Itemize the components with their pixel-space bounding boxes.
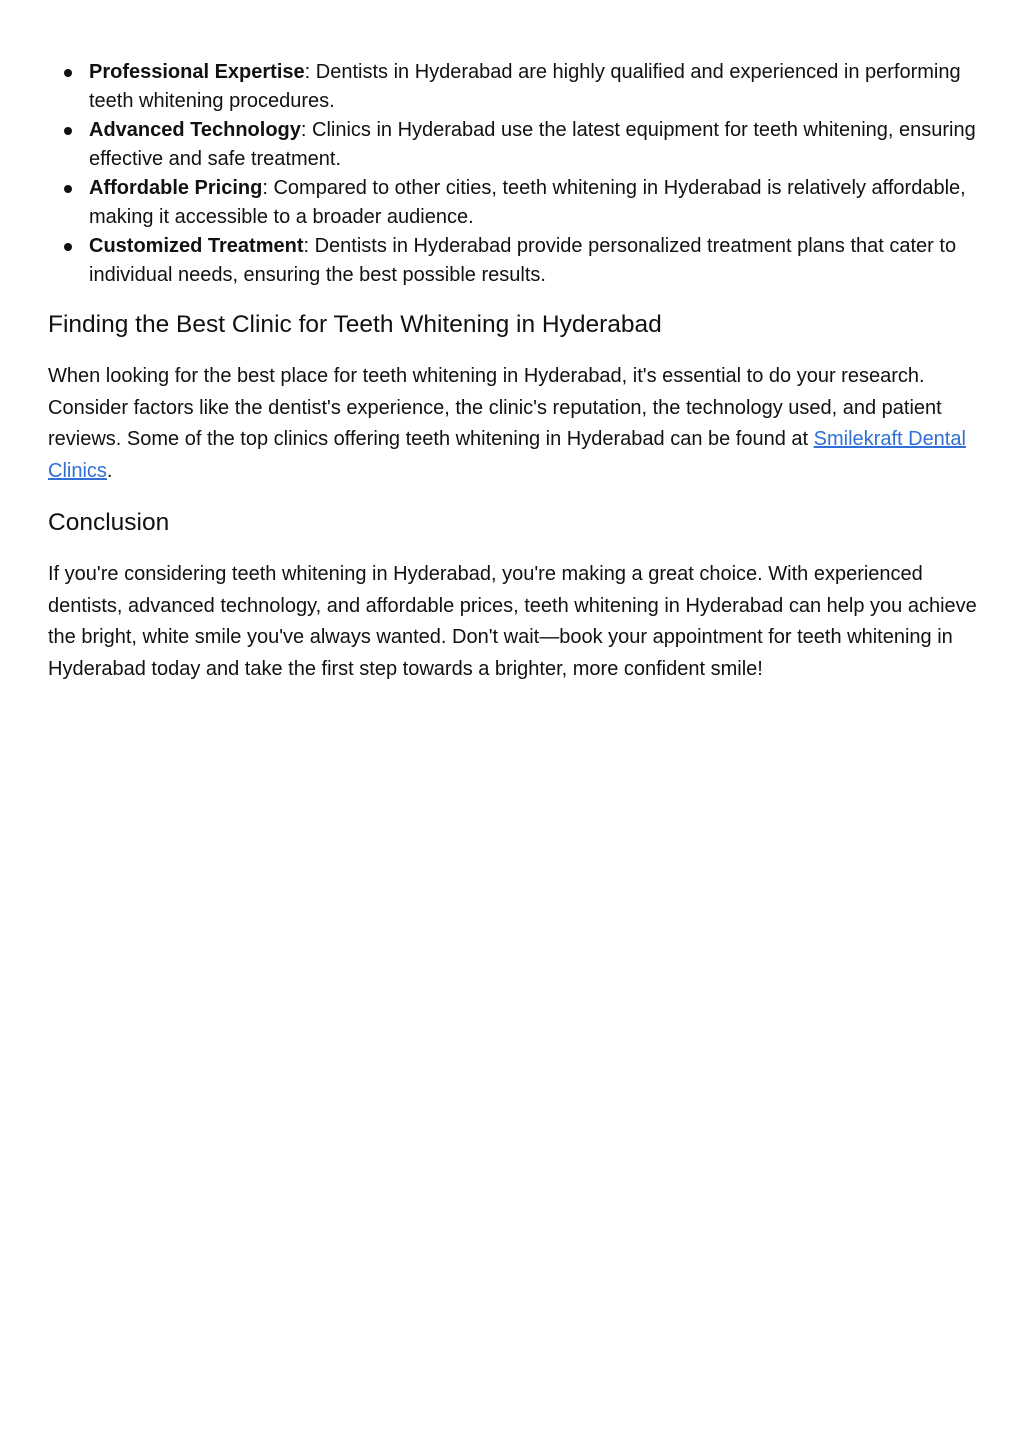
finding-heading: Finding the Best Clinic for Teeth Whitening in Hyderabad (48, 311, 662, 338)
bullet-icon (64, 243, 72, 251)
bullet-icon (64, 69, 72, 77)
list-item-term: Professional Expertise (89, 61, 305, 83)
bullet-icon (64, 127, 72, 135)
finding-text: When looking for the best place for teeth whitening in Hyderabad, it's essential to do your research. Consider factors like the dentist's experience, the clinic's reputation, the technology used, and patient reviews. Some of the top clinics offering teeth whitening in Hyderabad can be found at (48, 365, 942, 450)
list-item (48, 116, 980, 173)
list-item (48, 232, 980, 289)
list-item-term: Affordable Pricing (89, 177, 263, 199)
bullet-icon (64, 185, 72, 193)
smilekraft-link[interactable]: Smilekraft Dental Clinics (48, 428, 966, 482)
conclusion-paragraph: If you're considering teeth whitening in Hyderabad, you're making a great choice. With experienced dentists, advanced technology, and affordable prices, teeth whitening in Hyderabad can help you achieve the bright, white smile you've always wanted. Don't wait—book your appointment for teeth whitening in Hyderabad today and take the first step towards a brighter, more confident smile! (48, 563, 977, 680)
list-item-text: : Dentists in Hyderabad are highly qualified and experienced in performing teeth whitening procedures. (89, 61, 961, 112)
list-item (48, 174, 980, 231)
list-item (48, 58, 980, 115)
benefits-list (48, 58, 980, 289)
conclusion-heading: Conclusion (48, 509, 170, 536)
list-item-term: Customized Treatment (89, 235, 304, 257)
list-item-text: : Compared to other cities, teeth whitening in Hyderabad is relatively affordable, making it accessible to a broader audience. (89, 177, 966, 228)
list-item-term: Advanced Technology (89, 119, 301, 141)
finding-text-end: . (106, 459, 113, 482)
document-page (48, 58, 980, 685)
list-item-text: : Clinics in Hyderabad use the latest equipment for teeth whitening, ensuring effective and safe treatment. (89, 119, 976, 170)
finding-paragraph (48, 361, 980, 487)
list-item-text: : Dentists in Hyderabad provide personalized treatment plans that cater to individual needs, ensuring the best possible results. (89, 235, 957, 286)
